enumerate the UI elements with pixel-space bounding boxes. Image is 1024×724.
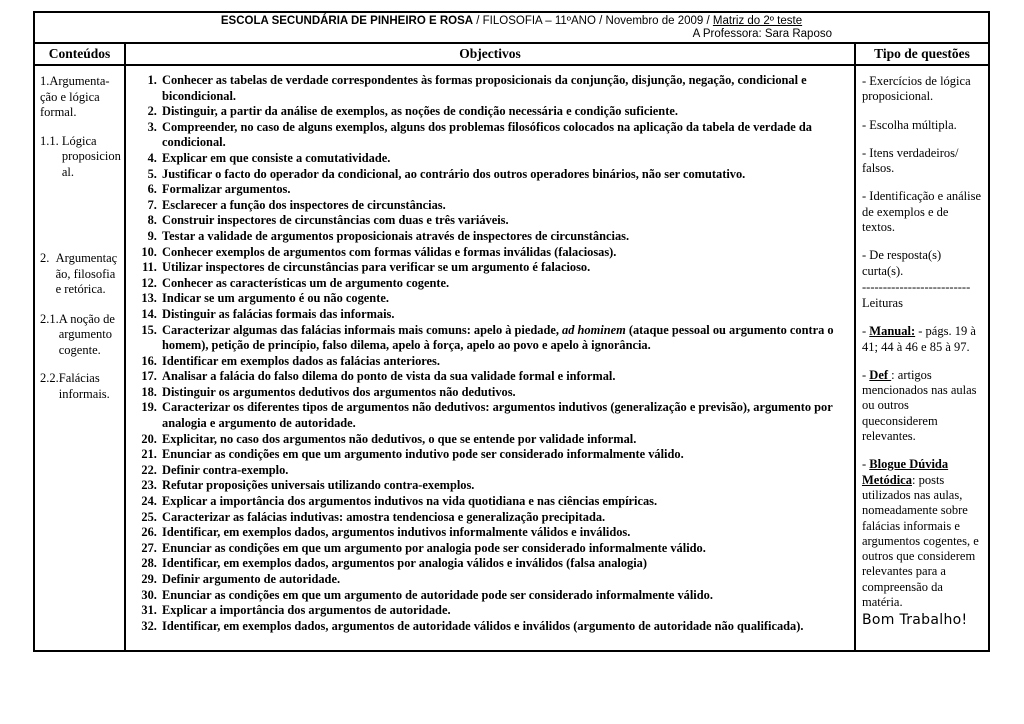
objective-item: 9. Testar a validade de argumentos proposicionais através de inspectores de circunstâncias. <box>160 229 844 245</box>
objective-item: 18. Distinguir os argumentos dedutivos dos argumentos não dedutivos. <box>160 385 844 401</box>
objective-item: 15. Caracterizar algumas das falácias informais mais comuns: apelo à piedade, ad hominem (ataque pessoal ou argumento contra o homem), petição de princípio, falso dilema, apelo à força, apelo ao povo e apelo à ignorância. <box>160 323 844 354</box>
objective-item: 5. Justificar o facto do operador da condicional, ao contrário dos outros operadores binários, não ser comutativo. <box>160 167 844 183</box>
content-item: 1.1. Lógica proposicional. <box>40 133 121 179</box>
content-item: 2.2. Falácias informais. <box>40 371 110 401</box>
professor-name: A Professora: Sara Raposo <box>692 28 832 40</box>
title-block <box>35 13 988 44</box>
question-type-entry: - Manual: - págs. 19 à 41; 44 à 46 e 85 à 97. <box>862 324 976 354</box>
content-item: 1.Argumenta-ção e lógica formal. <box>40 74 110 119</box>
objective-item: 23. Refutar proposições universais utilizando contra-exemplos. <box>160 478 844 494</box>
objective-item: 11. Utilizar inspectores de circunstâncias para verificar se um argumento é falacioso. <box>160 260 844 276</box>
objectives-list <box>132 73 844 634</box>
objective-item: 4. Explicar em que consiste a comutatividade. <box>160 151 844 167</box>
objective-item: 30. Enunciar as condições em que um argumento de autoridade pode ser considerado informalmente válido. <box>160 588 844 604</box>
objectives-column <box>124 66 854 650</box>
matriz-link[interactable]: Matriz do 2º teste <box>712 15 803 27</box>
objective-item: 22. Definir contra-exemplo. <box>160 463 844 479</box>
question-type-entry: - Def : artigos mencionados nas aulas ou outros queconsiderem relevantes. <box>862 367 977 444</box>
objective-item: 26. Identificar, em exemplos dados, argumentos indutivos informalmente válidos e inválidos. <box>160 525 844 541</box>
objective-item: 27. Enunciar as condições em que um argumento por analogia pode ser considerado informalmente válido. <box>160 541 844 557</box>
objective-item: 20. Explicitar, no caso dos argumentos não dedutivos, o que se entende por validade informal. <box>160 432 844 448</box>
objective-item: 3. Compreender, no caso de alguns exemplos, alguns dos problemas filosóficos colocados na aplicação da tabela de verdade da condicional. <box>160 120 844 151</box>
objective-item: 21. Enunciar as condições em que um argumento indutivo pode ser considerado informalmente válido. <box>160 447 844 463</box>
objective-item: 24. Explicar a importância dos argumentos indutivos na vida quotidiana e nas ciências empíricas. <box>160 494 844 510</box>
objective-item: 8. Construir inspectores de circunstâncias com duas e três variáveis. <box>160 213 844 229</box>
objective-item: 14. Distinguir as falácias formais das informais. <box>160 307 844 323</box>
table-header-row <box>35 44 988 66</box>
school-name: ESCOLA SECUNDÁRIA DE PINHEIRO E ROSA <box>220 15 474 27</box>
column-header-objectivos: Objectivos <box>124 44 854 64</box>
question-type-entry: - Escolha múltipla. <box>862 117 957 132</box>
objective-item: 25. Caracterizar as falácias indutivas: amostra tendenciosa e generalização precipitada. <box>160 510 844 526</box>
objective-item: 13. Indicar se um argumento é ou não cogente. <box>160 291 844 307</box>
table-body-row <box>35 66 988 650</box>
divider-line: -------------------------- <box>862 280 971 294</box>
question-type-entry: - Identificação e análise de exemplos e de textos. <box>862 189 982 235</box>
objective-item: 32. Identificar, em exemplos dados, argumentos de autoridade válidos e inválidos (argumento de autoridade não qualificada). <box>160 619 844 635</box>
question-type-entry: - Blogue Dúvida Metódica: posts utilizados nas aulas, nomeadamente sobre falácias informais e argumentos cogentes, e outros que considerem relevantes para a compreensão da matéria. <box>862 457 979 610</box>
objective-item: 2. Distinguir, a partir da análise de exemplos, as noções de condição necessária e condição suficiente. <box>160 104 844 120</box>
document-title <box>39 15 984 28</box>
column-header-conteudos: Conteúdos <box>48 46 111 61</box>
objective-item: 17. Analisar a falácia do falso dilema do ponto de vista da sua validade formal e informal. <box>160 369 844 385</box>
test-matrix-table <box>33 11 990 652</box>
objective-item: 29. Definir argumento de autoridade. <box>160 572 844 588</box>
objective-item: 6. Formalizar argumentos. <box>160 182 844 198</box>
question-type-entry: - De resposta(s) curta(s). <box>862 248 942 278</box>
objective-item: 12. Conhecer as características um de argumento cogente. <box>160 276 844 292</box>
handwritten-note: Bom Trabalho! <box>862 612 968 629</box>
objective-item: 19. Caracterizar os diferentes tipos de argumentos não dedutivos: argumentos indutivos (generalização e previsão), argumento por analogia e argumento de autoridade. <box>160 400 844 431</box>
objective-item: 16. Identificar em exemplos dados as falácias anteriores. <box>160 354 844 370</box>
question-type-entry: Leituras <box>862 295 903 310</box>
objective-item: 31. Explicar a importância dos argumentos de autoridade. <box>160 603 844 619</box>
question-type-entry: - Itens verdadeiros/ falsos. <box>862 145 959 176</box>
content-item: 2.1. A noção de argumento cogente. <box>40 311 115 357</box>
column-header-tipo-questoes: Tipo de questões <box>854 44 988 64</box>
contents-column <box>35 66 124 650</box>
objective-item: 10. Conhecer exemplos de argumentos com formas válidas e formas inválidas (falaciosas). <box>160 245 844 261</box>
objective-item: 1. Conhecer as tabelas de verdade correspondentes às formas proposicionais da conjunção, disjunção, negação, condicional e bicondicional. <box>160 73 844 104</box>
content-item: 2. Argumentação, filosofia e retórica. <box>40 251 118 296</box>
question-types-column <box>854 66 988 650</box>
objective-item: 28. Identificar, em exemplos dados, argumentos por analogia válidos e inválidos (falsa analogia) <box>160 556 844 572</box>
question-type-entry: - Exercícios de lógica proposicional. <box>862 74 971 104</box>
objective-item: 7. Esclarecer a função dos inspectores de circunstâncias. <box>160 198 844 214</box>
title-subject-date: / FILOSOFIA – 11ºANO / Novembro de 2009 / <box>473 15 713 27</box>
